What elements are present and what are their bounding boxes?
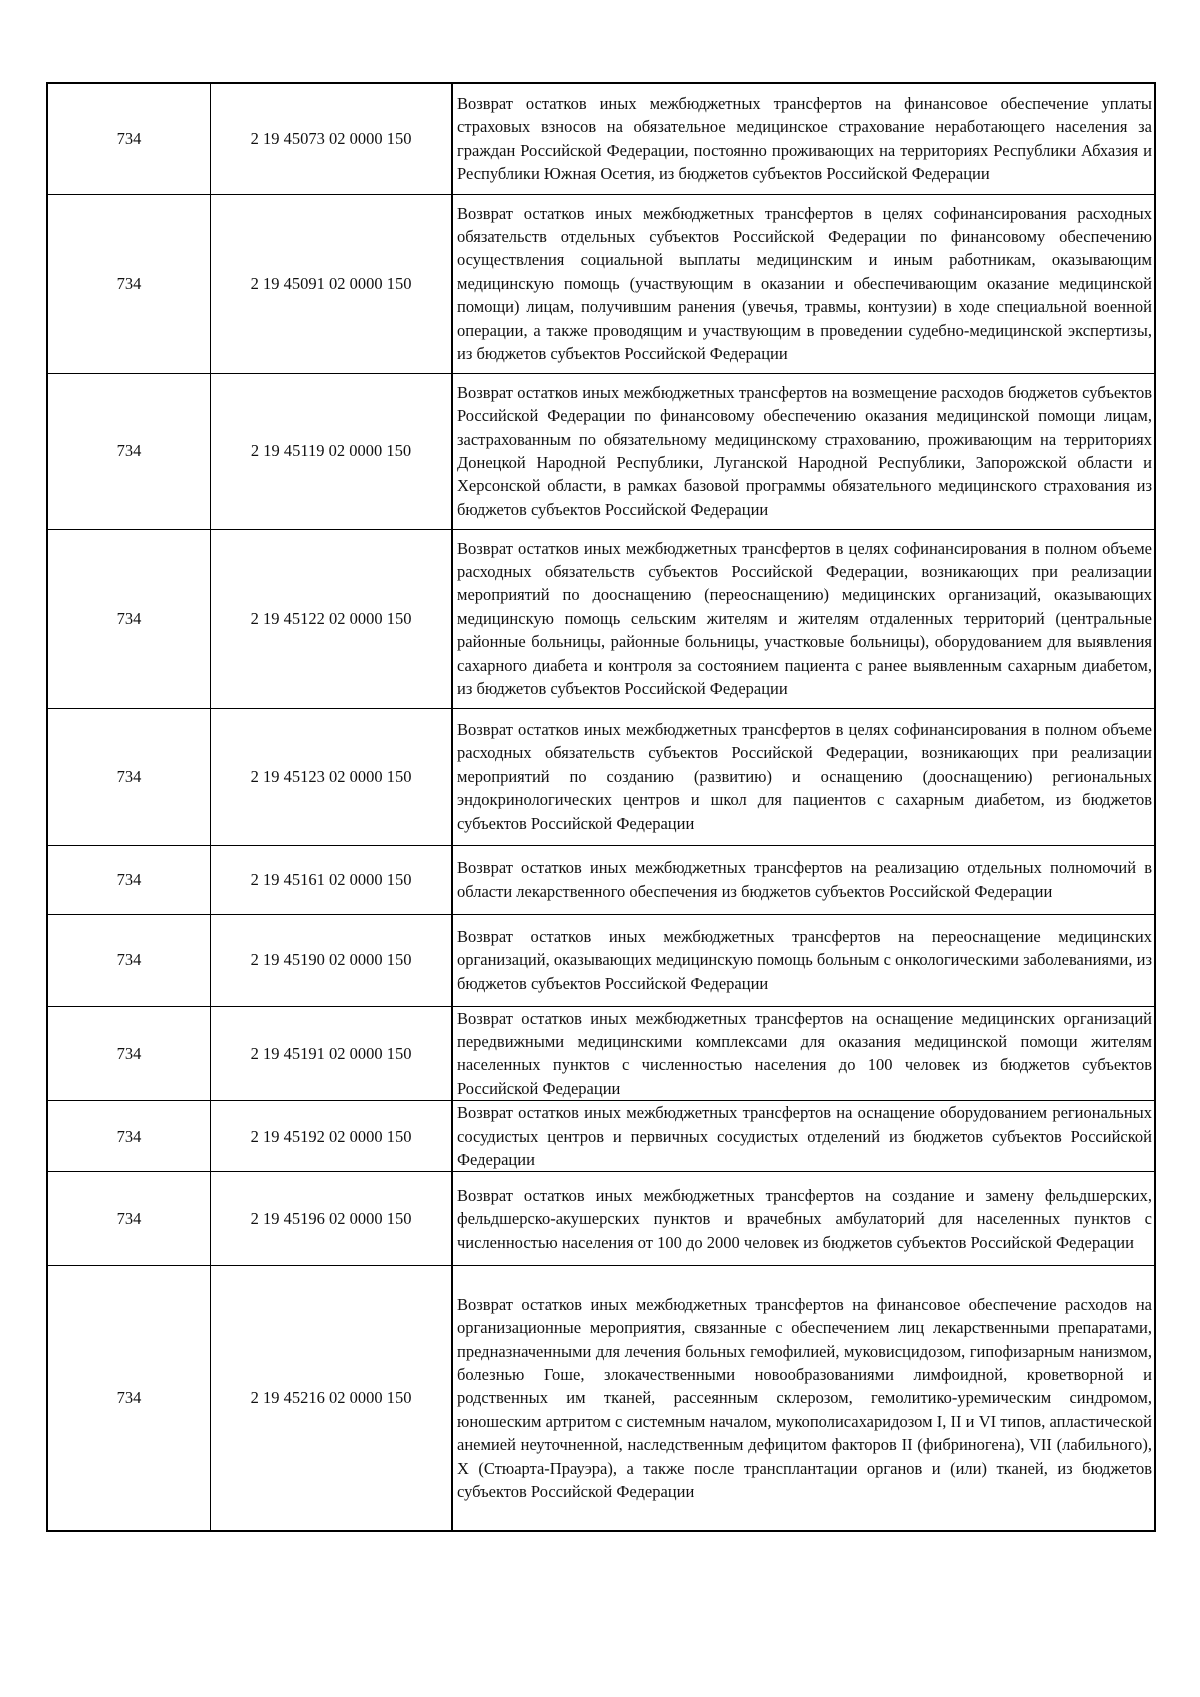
description-cell: Возврат остатков иных межбюджетных трансфертов в целях софинансирования расходных обязательств отдельных субъектов Российской Федерации по финансовому обеспечению осуществления социальной выплаты медицинским и иным работникам, оказывающим медицинскую помощь (участвующим в оказании и обеспечивающим оказание медицинской помощи) лицам, получившим ранения (увечья, травмы, контузии) в ходе специальной военной операции, а также проводящим и участвующим в проведении судебно-медицинской экспертизы, из бюджетов субъектов Российской Федерации: [452, 194, 1155, 373]
description-cell: Возврат остатков иных межбюджетных трансфертов на переоснащение медицинских организаций, оказывающих медицинскую помощь больным с онкологическими заболеваниями, из бюджетов субъектов Российской Федерации: [452, 914, 1155, 1006]
description-cell: Возврат остатков иных межбюджетных трансфертов на финансовое обеспечение расходов на организационные мероприятия, связанные с обеспечением лиц лекарственными препаратами, предназначенными для лечения больных гемофилией, муковисцидозом, гипофизарным нанизмом, болезнью Гоше, злокачественными новообразованиями лимфоидной, кроветворной и родственных им тканей, рассеянным склерозом, гемолитико-уремическим синдромом, юношеским артритом с системным началом, мукополисахаридозом I, II и VI типов, апластической анемией неуточненной, наследственным дефицитом факторов II (фибриногена), VII (лабильного), X (Стюарта-Прауэра), а также после трансплантации органов и (или) тканей, из бюджетов субъектов Российской Федерации: [452, 1266, 1155, 1531]
admin-code-cell: 734: [47, 845, 211, 914]
kbk-code-cell: 2 19 45122 02 0000 150: [211, 529, 453, 708]
admin-code-cell: 734: [47, 1266, 211, 1531]
description-cell: Возврат остатков иных межбюджетных трансфертов в целях софинансирования в полном объеме расходных обязательств субъектов Российской Федерации, возникающих при реализации мероприятий по созданию (развитию) и оснащению (дооснащению) региональных эндокринологических центров и школ для пациентов с сахарным диабетом, из бюджетов субъектов Российской Федерации: [452, 708, 1155, 845]
admin-code-cell: 734: [47, 1172, 211, 1266]
table-row: [47, 1266, 1155, 1531]
admin-code-cell: 734: [47, 914, 211, 1006]
kbk-code-cell: 2 19 45216 02 0000 150: [211, 1266, 453, 1531]
admin-code-cell: 734: [47, 529, 211, 708]
description-cell: Возврат остатков иных межбюджетных трансфертов на оснащение оборудованием региональных сосудистых центров и первичных сосудистых отделений из бюджетов субъектов Российской Федерации: [452, 1101, 1155, 1172]
description-cell: Возврат остатков иных межбюджетных трансфертов на финансовое обеспечение уплаты страховых взносов на обязательное медицинское страхование неработающего населения за граждан Российской Федерации, постоянно проживающих на территориях Республики Абхазия и Республики Южная Осетия, из бюджетов субъектов Российской Федерации: [452, 83, 1155, 194]
table-row: [47, 1006, 1155, 1101]
description-cell: Возврат остатков иных межбюджетных трансфертов на реализацию отдельных полномочий в области лекарственного обеспечения из бюджетов субъектов Российской Федерации: [452, 845, 1155, 914]
description-cell: Возврат остатков иных межбюджетных трансфертов на возмещение расходов бюджетов субъектов Российской Федерации по финансовому обеспечению оказания медицинской помощи лицам, застрахованным по обязательному медицинскому страхованию, проживающим на территориях Донецкой Народной Республики, Луганской Народной Республики, Запорожской области и Херсонской области, в рамках базовой программы обязательного медицинского страхования из бюджетов субъектов Российской Федерации: [452, 373, 1155, 529]
admin-code-cell: 734: [47, 708, 211, 845]
kbk-code-cell: 2 19 45091 02 0000 150: [211, 194, 453, 373]
description-cell: Возврат остатков иных межбюджетных трансфертов на оснащение медицинских организаций передвижными медицинскими комплексами для оказания медицинской помощи жителям населенных пунктов с численностью населения до 100 человек из бюджетов субъектов Российской Федерации: [452, 1006, 1155, 1101]
kbk-code-cell: 2 19 45192 02 0000 150: [211, 1101, 453, 1172]
table-row: [47, 708, 1155, 845]
kbk-code-cell: 2 19 45191 02 0000 150: [211, 1006, 453, 1101]
table-row: [47, 1101, 1155, 1172]
table-row: [47, 1172, 1155, 1266]
budget-codes-table: [46, 82, 1156, 1532]
kbk-code-cell: 2 19 45119 02 0000 150: [211, 373, 453, 529]
table-body: [47, 83, 1155, 1531]
table-row: [47, 845, 1155, 914]
table-row: [47, 529, 1155, 708]
admin-code-cell: 734: [47, 83, 211, 194]
kbk-code-cell: 2 19 45161 02 0000 150: [211, 845, 453, 914]
kbk-code-cell: 2 19 45190 02 0000 150: [211, 914, 453, 1006]
description-cell: Возврат остатков иных межбюджетных трансфертов на создание и замену фельдшерских, фельдшерско-акушерских пунктов и врачебных амбулаторий для населенных пунктов с численностью населения от 100 до 2000 человек из бюджетов субъектов Российской Федерации: [452, 1172, 1155, 1266]
admin-code-cell: 734: [47, 373, 211, 529]
kbk-code-cell: 2 19 45073 02 0000 150: [211, 83, 453, 194]
admin-code-cell: 734: [47, 194, 211, 373]
kbk-code-cell: 2 19 45196 02 0000 150: [211, 1172, 453, 1266]
admin-code-cell: 734: [47, 1101, 211, 1172]
table-row: [47, 373, 1155, 529]
table-row: [47, 914, 1155, 1006]
table-row: [47, 83, 1155, 194]
document-page: [46, 82, 1156, 1532]
table-row: [47, 194, 1155, 373]
description-cell: Возврат остатков иных межбюджетных трансфертов в целях софинансирования в полном объеме расходных обязательств субъектов Российской Федерации, возникающих при реализации мероприятий по дооснащению (переоснащению) медицинских организаций, оказывающих медицинскую помощь сельским жителям и жителям отдаленных территорий (центральные районные больницы, районные больницы, участковые больницы), оборудованием для выявления сахарного диабета и контроля за состоянием пациента с ранее выявленным сахарным диабетом, из бюджетов субъектов Российской Федерации: [452, 529, 1155, 708]
kbk-code-cell: 2 19 45123 02 0000 150: [211, 708, 453, 845]
admin-code-cell: 734: [47, 1006, 211, 1101]
